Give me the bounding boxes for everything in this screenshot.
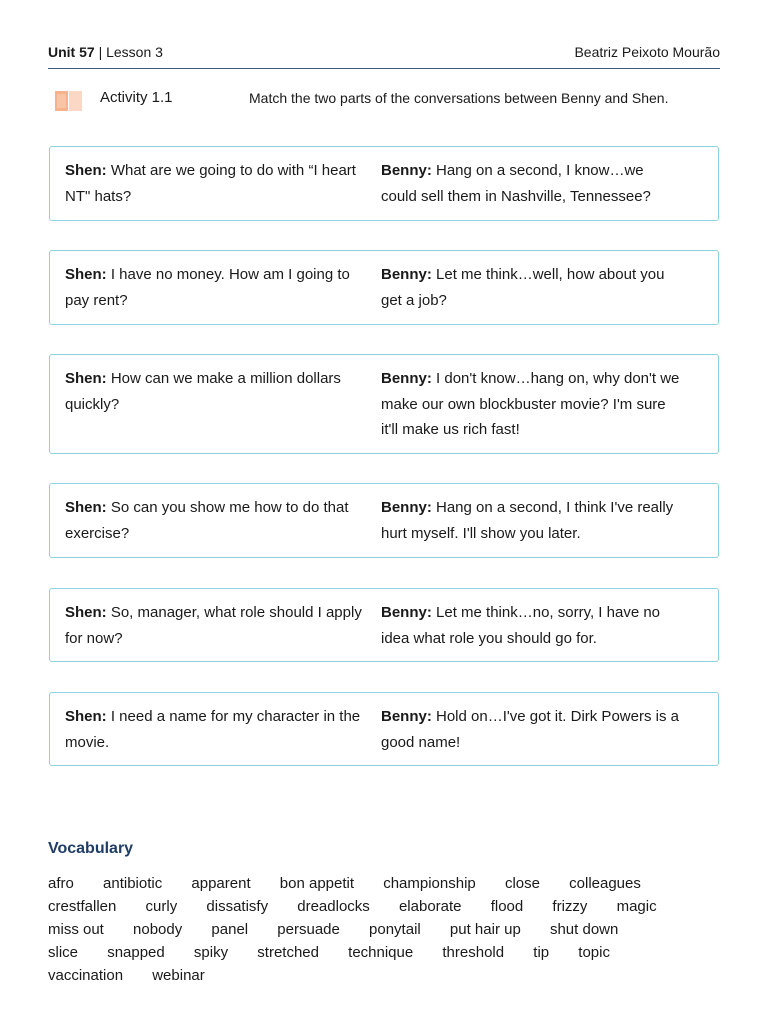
conversation-card xyxy=(49,354,719,454)
unit-lesson xyxy=(48,44,163,60)
shen-line xyxy=(65,262,375,313)
shen-line xyxy=(65,495,375,546)
dialogue-text: What are we going to do with “I heart NT" hats? xyxy=(65,162,356,205)
speaker-label: Benny: xyxy=(381,370,432,387)
vocab-word: stretched xyxy=(257,944,319,961)
vocab-word: technique xyxy=(348,944,414,961)
shen-line xyxy=(65,600,375,651)
benny-line xyxy=(381,495,681,546)
vocab-word: close xyxy=(504,875,540,892)
vocab-word: dreadlocks xyxy=(297,898,370,915)
dialogue-text: I need a name for my character in the movie. xyxy=(65,708,361,751)
speaker-label: Benny: xyxy=(381,708,432,725)
vocab-word: tip xyxy=(533,944,550,961)
conversation-card xyxy=(49,588,719,662)
benny-line xyxy=(381,600,681,651)
shen-line xyxy=(65,704,375,755)
vocab-word: nobody xyxy=(133,921,183,938)
author-name: Beatriz Peixoto Mourão xyxy=(574,44,720,60)
page-header xyxy=(48,42,720,69)
vocab-word: spiky xyxy=(193,944,229,961)
vocab-word: slice xyxy=(48,944,79,961)
activity-bar xyxy=(48,86,720,114)
speaker-label: Shen: xyxy=(65,499,107,516)
book-icon xyxy=(54,90,84,112)
vocab-word: put hair up xyxy=(449,921,521,938)
vocab-word: elaborate xyxy=(398,898,462,915)
speaker-label: Shen: xyxy=(65,708,107,725)
speaker-label: Shen: xyxy=(65,266,107,283)
dialogue-text: How can we make a million dollars quickly? xyxy=(65,370,341,413)
vocabulary-row xyxy=(48,918,720,941)
vocab-word: miss out xyxy=(48,921,104,938)
shen-line xyxy=(65,366,375,417)
lesson-label: Lesson 3 xyxy=(106,44,163,60)
vocab-word: championship xyxy=(383,875,476,892)
vocab-word: bon appetit xyxy=(279,875,355,892)
speaker-label: Benny: xyxy=(381,604,432,621)
vocab-word: panel xyxy=(211,921,249,938)
vocab-word: ponytail xyxy=(369,921,421,938)
dialogue-text: I don't know…hang on, why don't we make our own blockbuster movie? I'm sure it'll make us rich fast! xyxy=(381,370,680,438)
vocabulary-list xyxy=(48,872,720,987)
vocab-word: flood xyxy=(490,898,524,915)
vocab-word: topic xyxy=(578,944,610,961)
speaker-label: Benny: xyxy=(381,162,432,179)
speaker-label: Benny: xyxy=(381,499,432,516)
benny-line xyxy=(381,704,681,755)
vocab-word: persuade xyxy=(277,921,340,938)
dialogue-text: Hold on…I've got it. Dirk Powers is a good name! xyxy=(381,708,679,751)
dialogue-text: Hang on a second, I know…we could sell them in Nashville, Tennessee? xyxy=(381,162,651,205)
dialogue-text: So, manager, what role should I apply for now? xyxy=(65,604,362,647)
vocab-word: shut down xyxy=(549,921,619,938)
header-separator: | xyxy=(94,44,107,60)
vocabulary-row xyxy=(48,872,720,895)
dialogue-text: Let me think…no, sorry, I have no idea what role you should go for. xyxy=(381,604,661,647)
vocab-word: dissatisfy xyxy=(206,898,269,915)
vocab-word: afro xyxy=(48,875,74,892)
vocab-word: curly xyxy=(145,898,178,915)
vocabulary-row xyxy=(48,941,720,964)
benny-line xyxy=(381,366,681,443)
shen-line xyxy=(65,158,375,209)
vocab-word: snapped xyxy=(107,944,165,961)
conversation-card xyxy=(49,146,719,221)
vocabulary-row xyxy=(48,895,720,918)
vocab-word: frizzy xyxy=(552,898,588,915)
vocabulary-row xyxy=(48,964,720,987)
dialogue-text: Let me think…well, how about you get a job? xyxy=(381,266,665,309)
conversation-card xyxy=(49,692,719,766)
benny-line xyxy=(381,158,681,209)
speaker-label: Shen: xyxy=(65,370,107,387)
vocab-word: webinar xyxy=(152,967,205,984)
conversation-card xyxy=(49,250,719,325)
dialogue-text: Hang on a second, I think I've really hurt myself. I'll show you later. xyxy=(381,499,674,542)
vocab-word: apparent xyxy=(191,875,251,892)
activity-label: Activity 1.1 xyxy=(100,89,173,106)
benny-line xyxy=(381,262,681,313)
unit-label: Unit 57 xyxy=(48,44,95,60)
speaker-label: Shen: xyxy=(65,162,107,179)
vocab-word: vaccination xyxy=(48,967,124,984)
vocabulary-title: Vocabulary xyxy=(48,840,134,857)
conversation-card xyxy=(49,483,719,558)
vocab-word: threshold xyxy=(442,944,505,961)
vocab-word: antibiotic xyxy=(103,875,163,892)
speaker-label: Benny: xyxy=(381,266,432,283)
vocab-word: crestfallen xyxy=(48,898,117,915)
speaker-label: Shen: xyxy=(65,604,107,621)
activity-instruction: Match the two parts of the conversations between Benny and Shen. xyxy=(249,90,669,106)
vocab-word: magic xyxy=(616,898,657,915)
dialogue-text: I have no money. How am I going to pay rent? xyxy=(65,266,350,309)
vocab-word: colleagues xyxy=(569,875,641,892)
dialogue-text: So can you show me how to do that exercise? xyxy=(65,499,349,542)
